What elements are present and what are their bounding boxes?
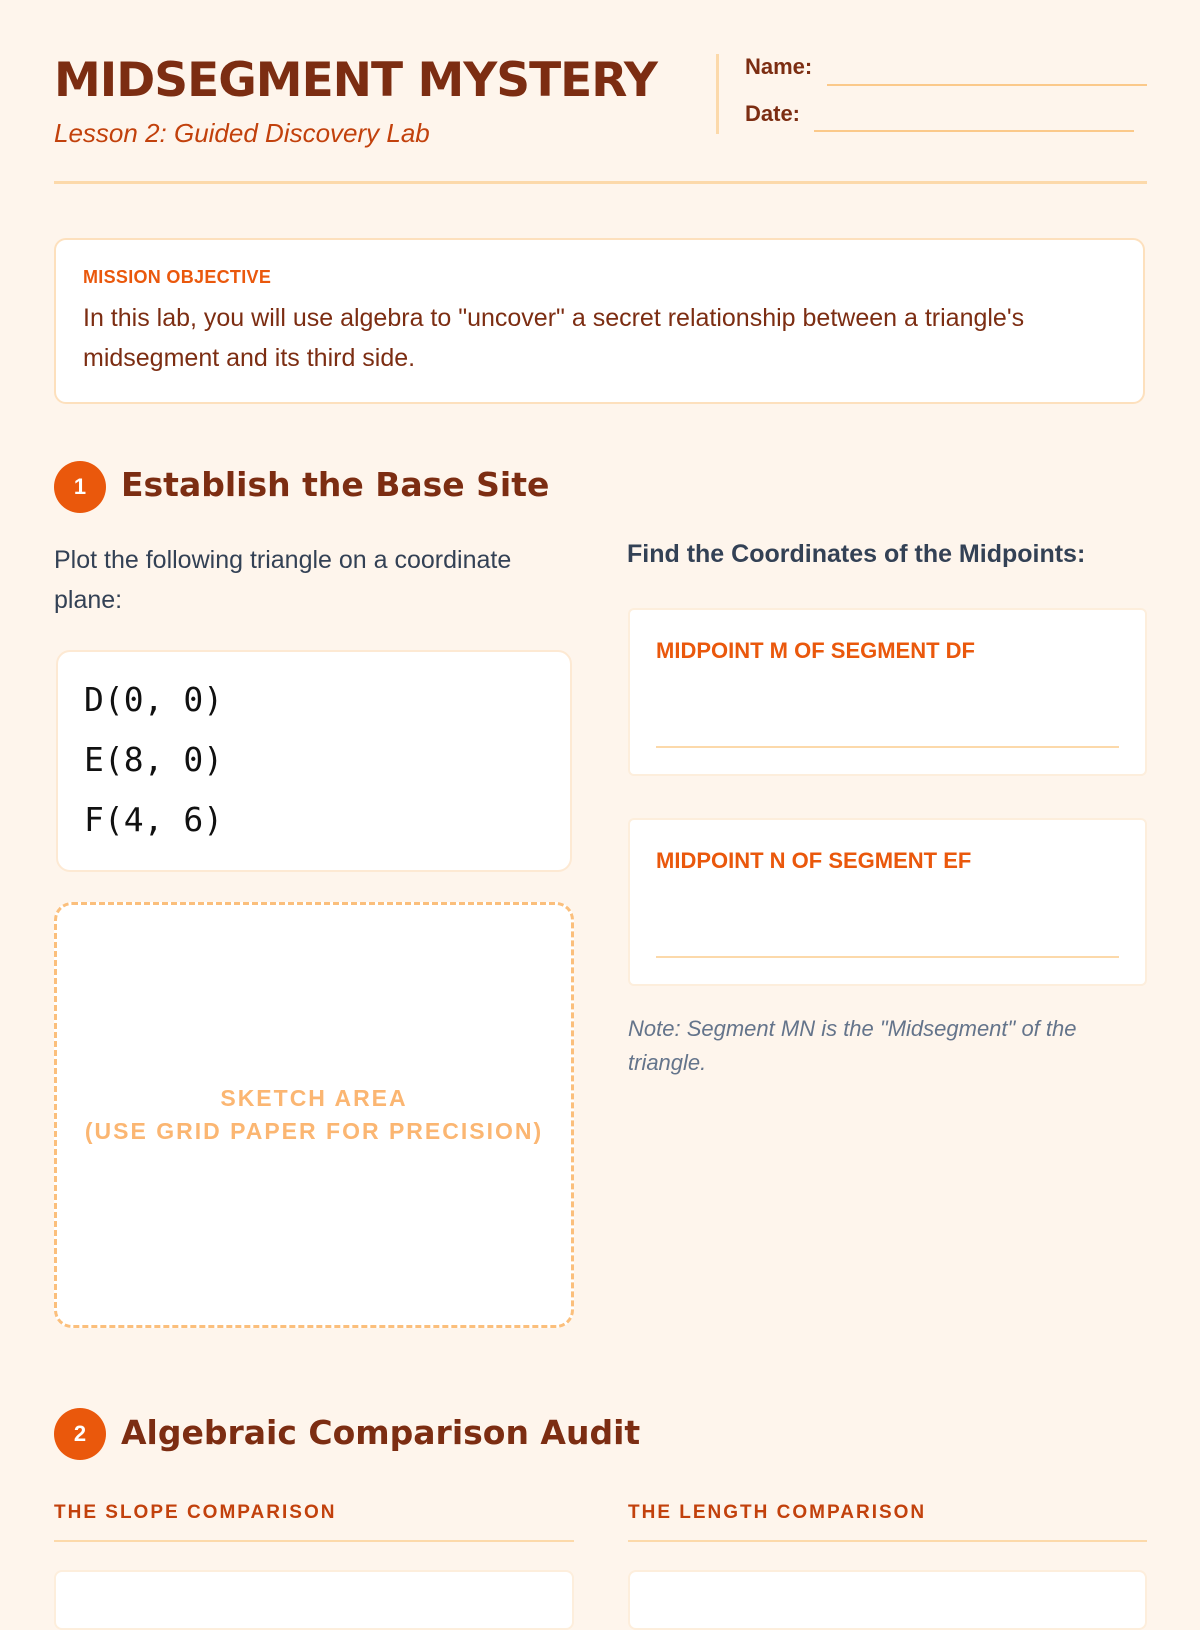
midpoints-heading: Find the Coordinates of the Midpoints: (627, 540, 1086, 568)
lesson-subtitle: Lesson 2: Guided Discovery Lab (54, 118, 430, 148)
objective-text: In this lab, you will use algebra to "uncover" a secret relationship between a triangle's midsegment and its third side. (83, 304, 1025, 372)
name-field[interactable] (827, 84, 1147, 86)
slope-comparison-heading: THE SLOPE COMPARISON (54, 1502, 337, 1523)
midpoint-m-box (628, 608, 1147, 776)
plot-instruction: Plot the following triangle on a coordinate plane: (54, 546, 512, 614)
point-f: F(4, 6) (84, 800, 224, 839)
section-1-title: Establish the Base Site (121, 465, 550, 504)
point-e: E(8, 0) (84, 740, 224, 779)
midpoint-n-box (628, 818, 1147, 986)
date-label: Date: (745, 101, 801, 126)
header-rule (54, 181, 1147, 184)
date-field[interactable] (814, 130, 1134, 132)
header-divider (716, 54, 719, 134)
length-comparison-card (628, 1570, 1147, 1630)
section-2-badge: 2 (54, 1408, 106, 1460)
slope-heading-rule (54, 1540, 574, 1542)
triangle-coordinates-box (56, 650, 572, 872)
name-label: Name: (745, 54, 813, 79)
slope-comparison-card (54, 1570, 574, 1630)
mission-objective-box (54, 238, 1145, 404)
length-heading-rule (628, 1540, 1147, 1542)
section-2-title: Algebraic Comparison Audit (121, 1413, 641, 1452)
midpoint-n-label: MIDPOINT N OF SEGMENT EF (656, 848, 972, 873)
length-comparison-heading: THE LENGTH COMPARISON (628, 1502, 927, 1523)
sketch-area-label: SKETCH AREA (220, 1085, 408, 1111)
midpoint-n-answer-line[interactable] (656, 956, 1119, 958)
objective-label: MISSION OBJECTIVE (83, 267, 272, 287)
midsegment-note: Note: Segment MN is the "Midsegment" of the triangle. (628, 1016, 1077, 1075)
sketch-area-hint: (USE GRID PAPER FOR PRECISION) (84, 1118, 544, 1144)
section-1-badge: 1 (54, 461, 106, 513)
sketch-area[interactable] (54, 902, 574, 1328)
point-d: D(0, 0) (84, 680, 224, 719)
midpoint-m-label: MIDPOINT M OF SEGMENT DF (656, 638, 975, 663)
midpoint-m-answer-line[interactable] (656, 746, 1119, 748)
worksheet-header (54, 50, 1147, 184)
page-title: MIDSEGMENT MYSTERY (54, 53, 657, 108)
